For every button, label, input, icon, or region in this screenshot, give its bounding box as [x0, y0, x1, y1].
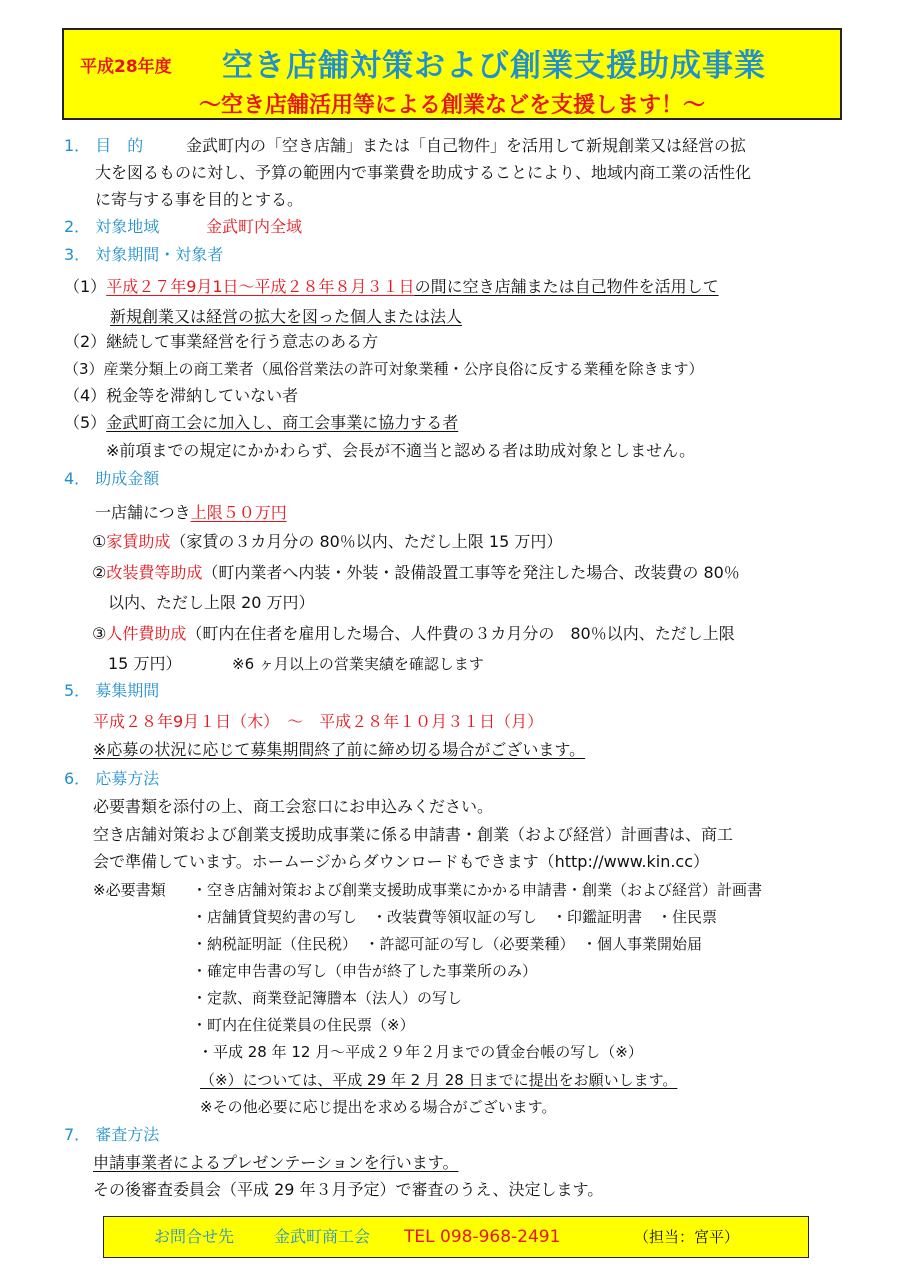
required-doc-6: ・町内在住従業員の住民票（※） [192, 1016, 415, 1034]
section-3-title: 対象期間・対象者 [95, 245, 224, 264]
subsidy-renovation-line-2: 以内、ただし上限 20 万円） [108, 593, 315, 612]
eligibility-note: ※前項までの規定にかかわらず、会長が不適当と認める者は助成対象としません。 [106, 441, 696, 460]
application-method-line-1: 必要書類を添付の上、商工会窓口にお申込みください。 [93, 797, 494, 816]
required-doc-note: （※）については、平成 29 年 2 月 28 日までに提出をお願いします。 [200, 1071, 678, 1089]
section-1-text-line-1: 金武町内の「空き店舗」または「自己物件」を活用して新規創業又は経営の拡 [186, 136, 747, 155]
section-1-number: 1． [64, 136, 91, 155]
eligibility-item-1 [64, 276, 719, 298]
section-7-title: 審査方法 [95, 1125, 160, 1144]
section-3-heading [64, 244, 223, 266]
subsidy-renovation-name: 改装費等助成 [106, 563, 203, 582]
subsidy-personnel-number: ③ [92, 624, 107, 643]
subsidy-rent [92, 531, 562, 553]
fiscal-year: 平成28年度 [80, 57, 172, 77]
contact-label: お問合せ先 [154, 1227, 235, 1246]
required-doc-4: ・確定申告書の写し（申告が終了した事業所のみ） [192, 962, 538, 980]
section-6-title: 応募方法 [95, 769, 160, 788]
application-period-note: ※応募の状況に応じて募集期間終了前に締め切る場合がございます。 [93, 740, 586, 759]
subsidy-intro [95, 502, 287, 524]
required-doc-3: ・納税証明証（住民税） ・許認可証の写し（必要業種） ・個人事業開始届 [192, 935, 703, 953]
target-area-value: 金武町内全域 [206, 217, 303, 236]
eligibility-item-5-text: 金武町商工会に加入し、商工会事業に協力する者 [106, 413, 459, 432]
required-doc-7: ・平成 28 年 12 月～平成２９年２月までの賃金台帳の写し（※） [198, 1043, 643, 1061]
subsidy-renovation-text: （町内業者へ内装・外装・設備設置工事等を発注した場合、改装費の 80％ [202, 563, 740, 582]
subsidy-personnel-note: ※6 ヶ月以上の営業実績を確認します [232, 655, 484, 673]
section-6-heading [64, 768, 159, 790]
section-5-title: 募集期間 [95, 681, 160, 700]
section-7-number: 7． [64, 1125, 91, 1144]
required-doc-other-note: ※その他必要に応じ提出を求める場合がございます。 [200, 1098, 557, 1116]
subsidy-personnel [92, 623, 735, 645]
section-6-number: 6． [64, 769, 91, 788]
eligibility-item-4: （4）税金等を滞納していない者 [64, 386, 299, 405]
eligibility-item-3: （3）産業分類上の商工業者（風俗営業法の許可対象業種・公序良俗に反する業種を除きます） [64, 360, 704, 378]
eligibility-item-1-text: の間に空き店舗または自己物件を活用して [414, 277, 719, 296]
section-4-heading [64, 468, 159, 490]
section-7-heading [64, 1124, 159, 1146]
section-4-number: 4． [64, 469, 91, 488]
subsidy-rent-number: ① [92, 532, 107, 551]
eligibility-item-5 [64, 412, 458, 434]
subsidy-renovation [92, 562, 740, 584]
subsidy-rent-name: 家賃助成 [106, 532, 171, 551]
contact-organization: 金武町商工会 [274, 1227, 371, 1246]
required-docs-label: ※必要書類 [93, 881, 166, 899]
eligibility-item-2: （2）継続して事業経営を行う意志のある方 [64, 332, 379, 351]
application-period: 平成２８年9月１日（木） ～ 平成２８年１０月３１日（月） [93, 712, 544, 731]
section-2-heading [64, 216, 159, 238]
eligibility-item-1-period: 平成２７年9月1日～平成２８年８月３１日 [106, 277, 415, 296]
subsidy-renovation-number: ② [92, 563, 107, 582]
subsidy-rent-text: （家賃の３カ月分の 80％以内、ただし上限 15 万円） [170, 532, 563, 551]
contact-phone[interactable]: TEL 098-968-2491 [404, 1227, 561, 1247]
section-3-number: 3． [64, 245, 91, 264]
subsidy-personnel-line-2: 15 万円） [108, 654, 182, 673]
subsidy-personnel-text: （町内在住者を雇用した場合、人件費の３カ月分の 80％以内、ただし上限 [186, 624, 735, 643]
section-5-number: 5． [64, 681, 91, 700]
section-2-title: 対象地域 [95, 217, 160, 236]
header-banner [62, 28, 842, 120]
subsidy-personnel-name: 人件費助成 [106, 624, 187, 643]
required-doc-2: ・店舗賃貸契約書の写し ・改装費等領収証の写し ・印鑑証明書 ・住民票 [192, 908, 718, 926]
eligibility-item-1-line-2: 新規創業又は経営の拡大を図った個人または法人 [110, 307, 463, 326]
eligibility-item-5-number: （5） [64, 413, 107, 432]
section-5-heading [64, 680, 159, 702]
contact-box [103, 1216, 809, 1258]
section-1-heading [64, 135, 143, 157]
application-method-line-3: 会で準備しています。ホームージからダウンロードもできます（http://www.kin.cc） [93, 852, 710, 871]
section-1-title: 目 的 [95, 136, 144, 155]
application-method-line-2: 空き店舗対策および創業支援助成事業に係る申請書・創業（および経営）計画書は、商工 [93, 825, 734, 844]
review-method-line-1: 申請事業者によるプレゼンテーションを行います。 [93, 1153, 459, 1172]
page-title: 空き店舗対策および創業支援助成事業 [222, 48, 766, 84]
required-doc-1: ・空き店舗対策および創業支援助成事業にかかる申請書・創業（および経営）計画書 [192, 881, 763, 899]
subsidy-limit: 上限５０万円 [190, 503, 287, 522]
required-doc-5: ・定款、商業登記簿謄本（法人）の写し [192, 989, 463, 1007]
section-1-text-line-3: に寄与する事を目的とする。 [95, 190, 304, 209]
section-2-number: 2． [64, 217, 91, 236]
page-subtitle: ～空き店舗活用等による創業などを支援します！～ [198, 93, 705, 118]
section-4-title: 助成金額 [95, 469, 160, 488]
review-method-line-2: その後審査委員会（平成 29 年３月予定）で審査のうえ、決定します。 [93, 1180, 604, 1199]
section-1-text-line-2: 大を図るものに対し、予算の範囲内で事業費を助成することにより、地域内商工業の活性化 [95, 163, 752, 182]
subsidy-intro-text: 一店舗につき [95, 503, 191, 522]
eligibility-item-1-number: （1） [64, 277, 107, 296]
contact-person: （担当：宮平） [634, 1228, 740, 1246]
